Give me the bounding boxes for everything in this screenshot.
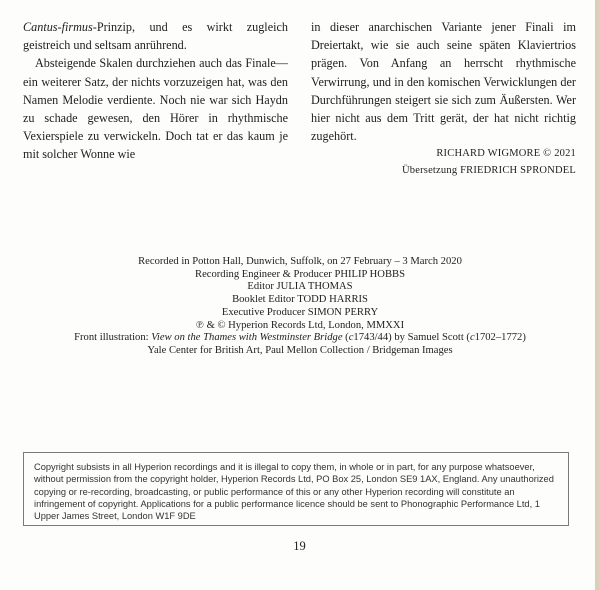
illustration-prefix: Front illustration: [74, 332, 152, 343]
translation-label: Übersetzung [402, 165, 458, 177]
illustration-credit [60, 332, 540, 357]
copyright-notice-text: Copyright subsists in all Hyperion recordings and it is illegal to copy them, in whole or in part, for any purpose whatsoever, without permission from the copyright holder, Hyperion Records Ltd, PO Box 25, London SE9 1AX, England. Any unauthorized copying or re-recording, broadcasting, or public performance of this or any other Hyperion recording will constitute an infringement of copyright. Applications for a public performance licence should be sent to Phonographic Performance Ltd, 1 Upper James Street, London W1F 9DE [34, 462, 554, 522]
left-paragraph-1 [23, 18, 288, 54]
right-text-column [311, 18, 576, 179]
artist-dates: 1702–1772) [474, 332, 526, 343]
collection-line: Yale Center for British Art, Paul Mellon Collection / Bridgeman Images [147, 344, 453, 356]
copyright-notice-box [23, 452, 569, 526]
left-text-column [23, 18, 288, 164]
recording-credits [60, 256, 540, 332]
copyright-line: ℗ & © Hyperion Records Ltd, London, MMXXI [195, 319, 405, 331]
page-edge [595, 0, 599, 590]
left-paragraph-1-text: -Prinzip, und es wirkt zugleich geistreich und seltsam anrührend. [23, 20, 288, 53]
illustration-date-open: ( [342, 332, 349, 343]
editor-line: Editor JULIA THOMAS [247, 281, 353, 293]
author-credit [311, 145, 576, 162]
translator-credit [311, 162, 576, 179]
right-paragraph-1: in dieser anarchischen Variante jener Finali im Dreiertakt, wie sie auch seine späten Klaviertrios prägen. Von Anfang an herrscht rhythmische Verwirrung, und in den komischen Verwicklungen der Durchführungen steigert sie sich zum Äußersten. Wer hier nicht aus dem Tritt gerät, der hat nicht richtig zugehört. [311, 20, 576, 144]
circa-1: c [348, 332, 354, 343]
italic-term: Cantus-firmus [23, 20, 93, 34]
illustration-line [60, 332, 540, 345]
executive-producer-line: Executive Producer SIMON PERRY [221, 306, 379, 318]
author-name: RICHARD WIGMORE © 2021 [436, 148, 576, 160]
booklet-editor-line: Booklet Editor TODD HARRIS [232, 294, 368, 306]
illustration-date: 1743/44) by Samuel Scott ( [353, 332, 470, 343]
left-paragraph-2: Absteigende Skalen durchziehen auch das Finale—ein weiterer Satz, der nichts vorzuzeigen hat, was den Namen Melodie verdiente. Noch nie war sich Haydn zu schade gewesen, den Hörer in rhythmische Vexierspiele zu verwickeln. Doch tat er das kaum je mit solcher Wonne wie [23, 56, 288, 162]
engineer-line: Recording Engineer & Producer PHILIP HOBBS [195, 268, 405, 280]
circa-2: c [469, 332, 475, 343]
page-number: 19 [293, 539, 306, 553]
illustration-title: View on the Thames with Westminster Bridge [151, 332, 343, 343]
translator-name: FRIEDRICH SPRONDEL [460, 165, 576, 177]
recorded-line: Recorded in Potton Hall, Dunwich, Suffolk, on 27 February – 3 March 2020 [138, 256, 462, 267]
